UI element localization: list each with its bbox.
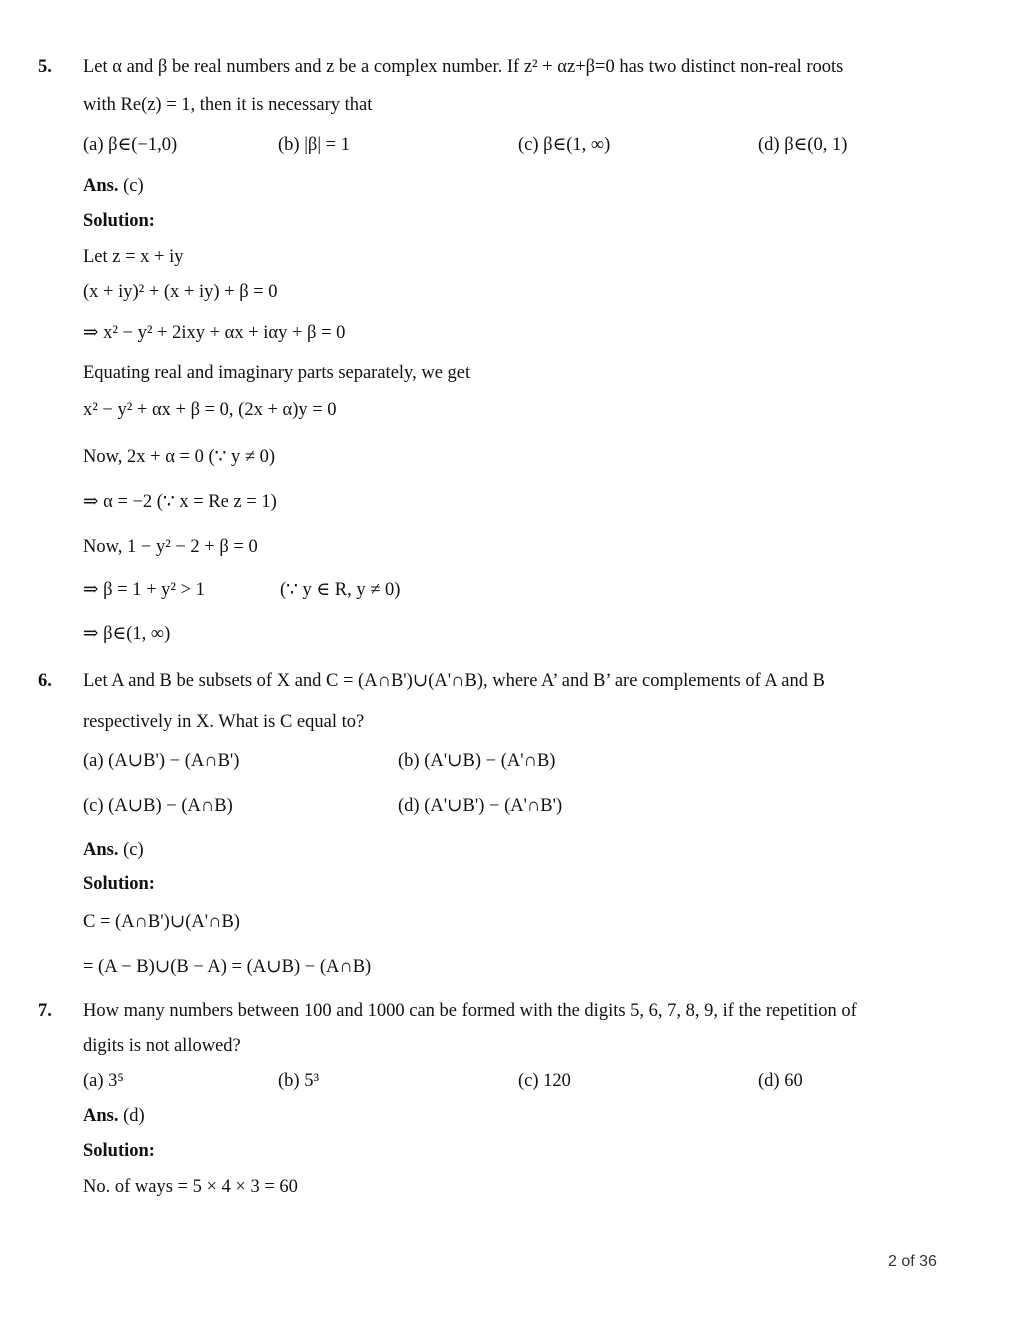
option-c: (c) 120 (518, 1071, 571, 1091)
solution-step: ⇒ β = 1 + y² > 1 (83, 580, 205, 600)
solution-step: Now, 2x + α = 0 (∵ y ≠ 0) (83, 447, 276, 467)
question-number: 5. (38, 57, 52, 77)
solution-step: = (A − B)∪(B − A) = (A∪B) − (A∩B) (83, 957, 372, 977)
solution-step: Let z = x + iy (83, 247, 184, 267)
solution-step: Equating real and imaginary parts separately, we get (83, 363, 471, 383)
question-text: respectively in X. What is C equal to? (83, 712, 365, 732)
answer-label: Ans. (83, 1106, 119, 1126)
solution-step: x² − y² + αx + β = 0, (2x + α)y = 0 (83, 400, 337, 420)
solution-step: No. of ways = 5 × 4 × 3 = 60 (83, 1177, 298, 1197)
answer-label: Ans. (83, 840, 119, 860)
option-a: (a) 3⁵ (83, 1071, 124, 1091)
answer (83, 1105, 145, 1127)
answer (83, 175, 144, 197)
answer-value: (d) (118, 1106, 145, 1126)
solution-label: Solution: (83, 874, 155, 894)
solution-step: ⇒ x² − y² + 2ixy + αx + iαy + β = 0 (83, 323, 346, 343)
option-b: (b) (A'∪B) − (A'∩B) (398, 751, 556, 771)
solution-step: C = (A∩B')∪(A'∩B) (83, 912, 240, 932)
question-text: digits is not allowed? (83, 1036, 241, 1056)
option-b: (b) 5³ (278, 1071, 319, 1091)
solution-step: ⇒ α = −2 (∵ x = Re z = 1) (83, 492, 277, 512)
option-d: (d) 60 (758, 1071, 803, 1091)
option-a: (a) β∈(−1,0) (83, 135, 178, 155)
option-a: (a) (A∪B') − (A∩B') (83, 751, 240, 771)
question-text: with Re(z) = 1, then it is necessary that (83, 95, 373, 115)
option-b: (b) |β| = 1 (278, 135, 350, 155)
option-d: (d) (A'∪B') − (A'∩B') (398, 796, 563, 816)
question-number: 7. (38, 1001, 52, 1021)
answer-value: (c) (118, 840, 144, 860)
question-text: Let A and B be subsets of X and C = (A∩B')∪(A'∩B), where A’ and B’ are complements of A and B (83, 671, 825, 691)
option-d: (d) β∈(0, 1) (758, 135, 848, 155)
answer (83, 839, 144, 861)
solution-step: ⇒ β∈(1, ∞) (83, 624, 171, 644)
question-text: Let α and β be real numbers and z be a complex number. If z² + αz+β=0 has two distinct non-real roots (83, 57, 844, 77)
answer-label: Ans. (83, 176, 119, 196)
question-text: How many numbers between 100 and 1000 can be formed with the digits 5, 6, 7, 8, 9, if the repetition of (83, 1001, 857, 1021)
solution-step: Now, 1 − y² − 2 + β = 0 (83, 537, 258, 557)
page-number: 2 of 36 (888, 1253, 937, 1270)
option-c: (c) β∈(1, ∞) (518, 135, 611, 155)
solution-step: (x + iy)² + (x + iy) + β = 0 (83, 282, 278, 302)
solution-label: Solution: (83, 1141, 155, 1161)
option-c: (c) (A∪B) − (A∩B) (83, 796, 233, 816)
question-number: 6. (38, 671, 52, 691)
solution-label: Solution: (83, 211, 155, 231)
answer-value: (c) (118, 176, 144, 196)
solution-step-reason: (∵ y ∈ R, y ≠ 0) (280, 580, 401, 600)
